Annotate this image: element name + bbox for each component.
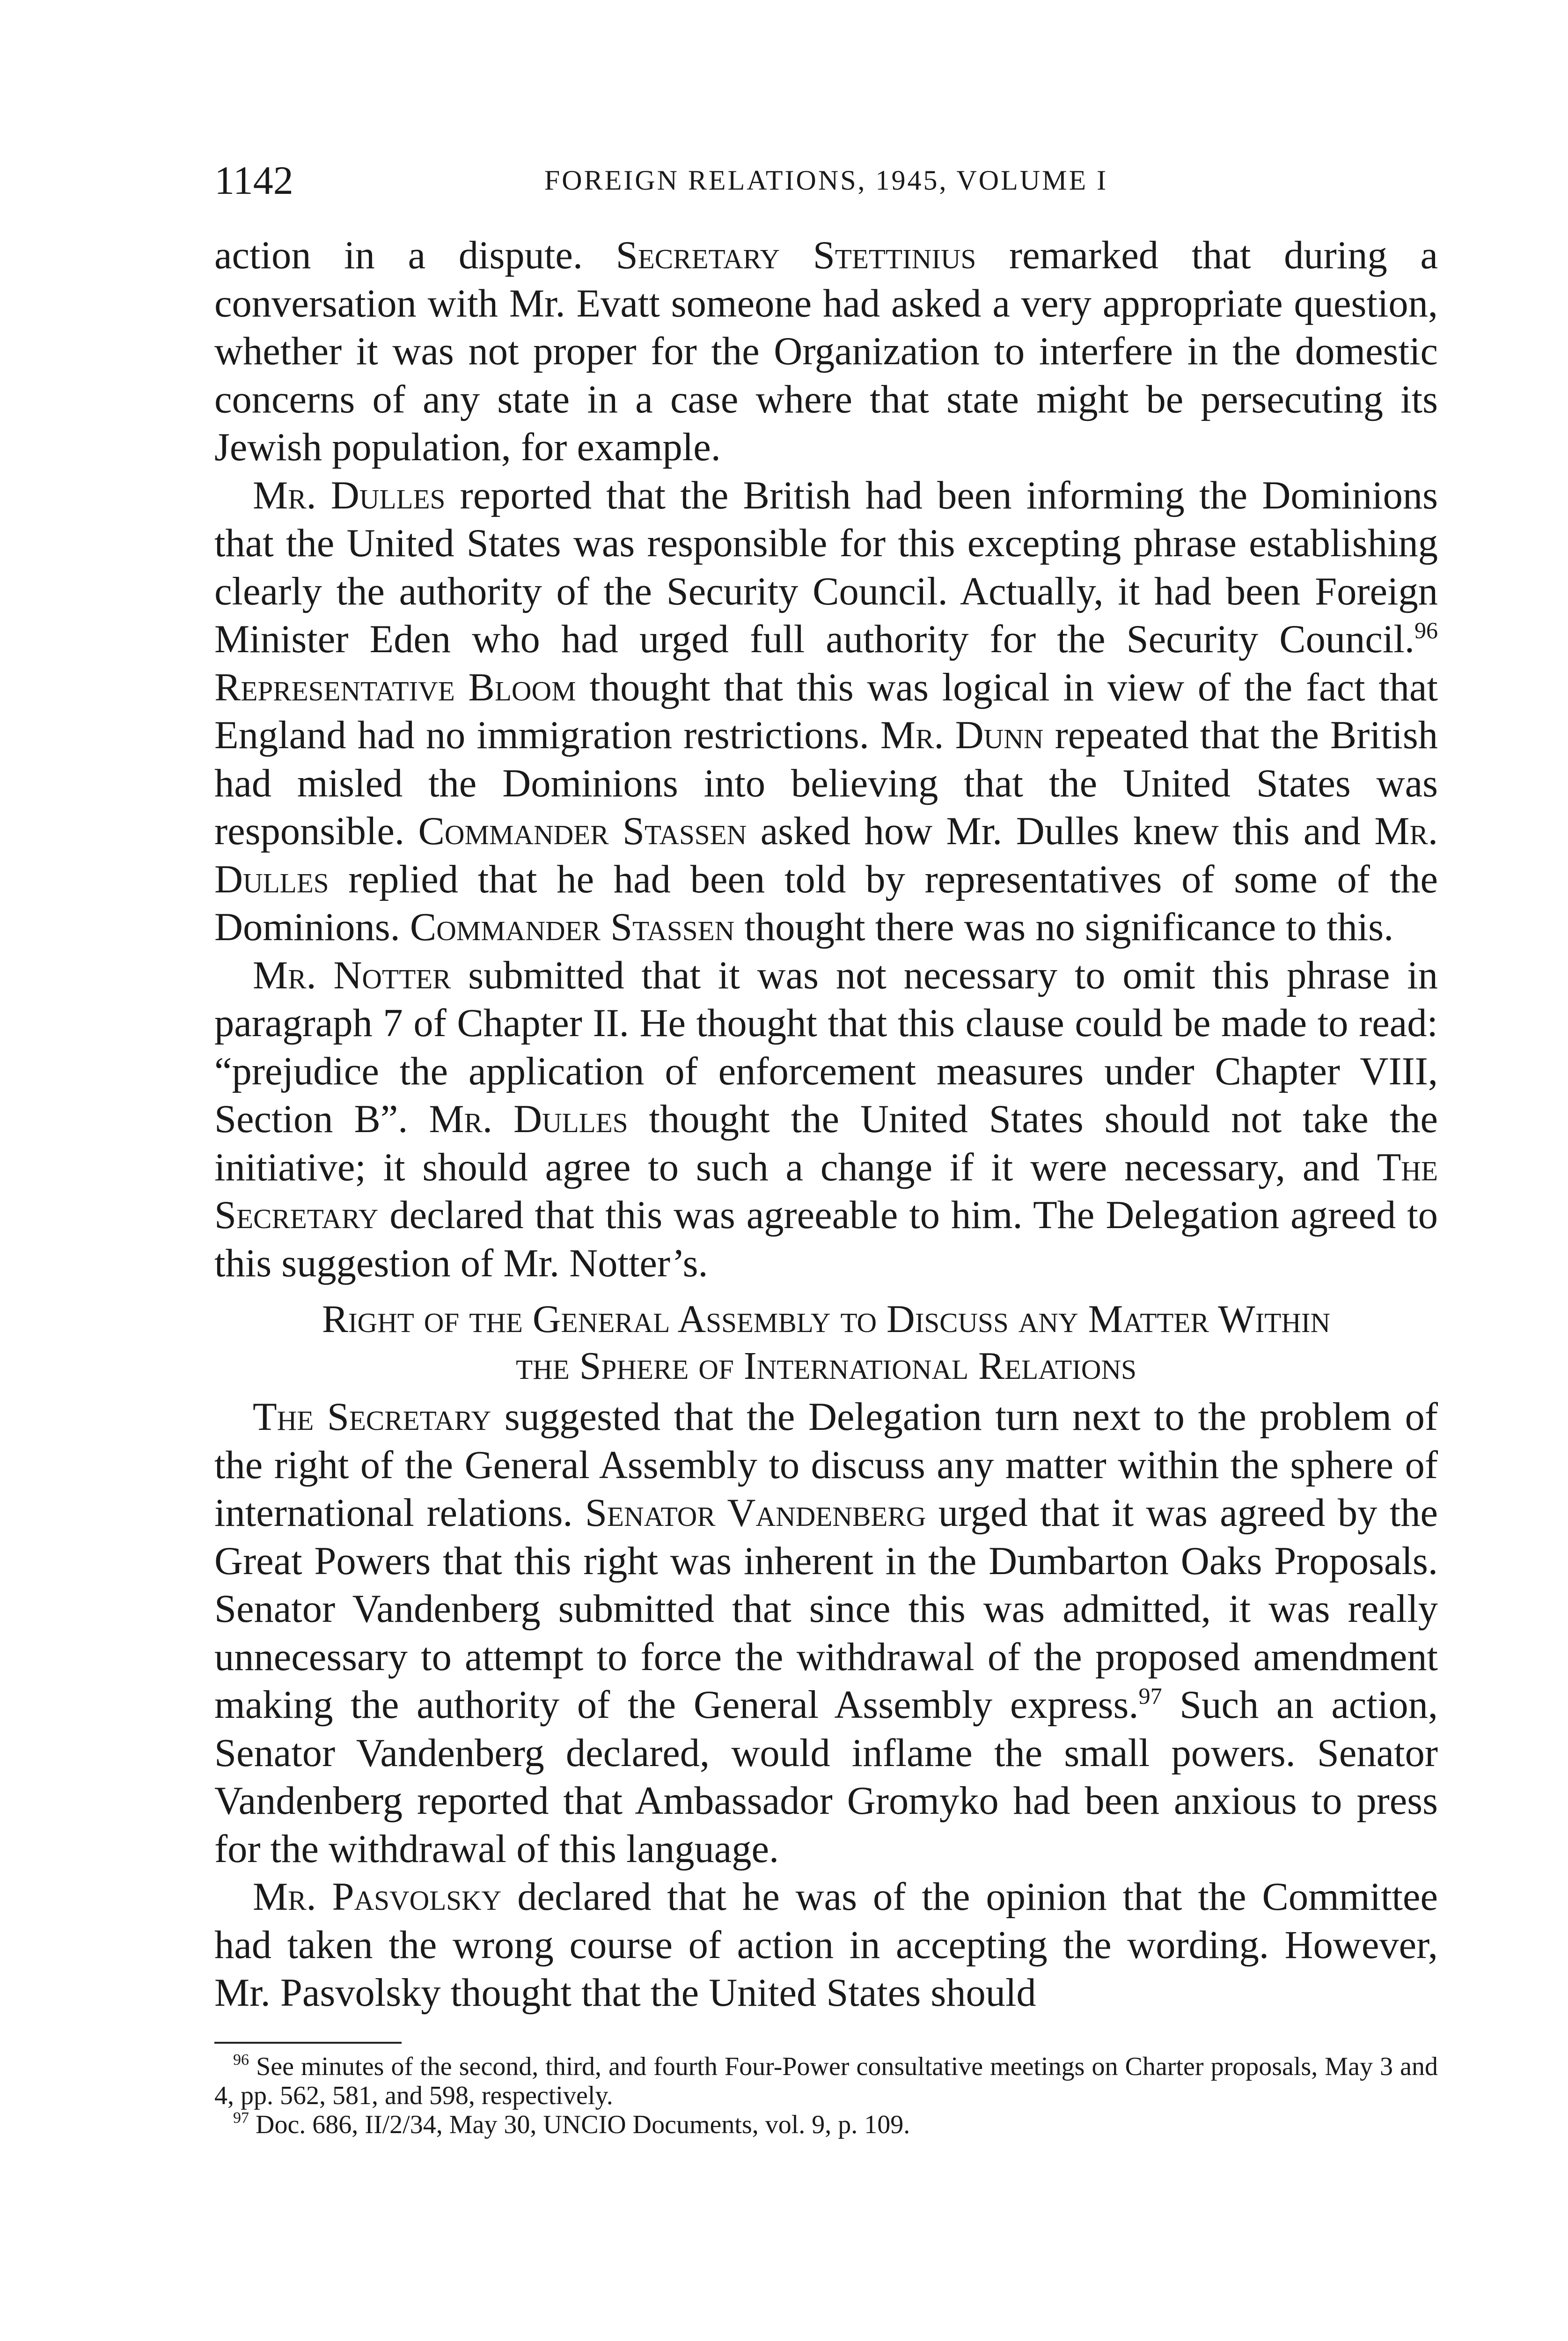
- page-body: [214, 232, 1438, 2139]
- paragraph-3: [214, 952, 1438, 1288]
- paragraph-5: [214, 1873, 1438, 2017]
- page-header: [214, 155, 1438, 206]
- speaker-name: The Secretary: [253, 1395, 491, 1439]
- speaker-name: Commander Stassen: [418, 810, 747, 853]
- footnote-text: See minutes of the second, third, and fourth Four-Power consultative meetings on Charter proposals, May 3 and 4, pp. 562, 581, and 598, respectively.: [214, 2052, 1438, 2110]
- section-heading-line-2: the Sphere of International Relations: [516, 1344, 1136, 1388]
- speaker-name: Commander Stassen: [410, 905, 735, 949]
- footnote-ref-97[interactable]: 97: [1138, 1683, 1162, 1709]
- text-run: asked how Mr. Dulles knew this and: [747, 810, 1375, 853]
- speaker-name: Mr. Notter: [253, 953, 451, 997]
- footnote-ref-96[interactable]: 96: [1414, 617, 1438, 643]
- section-heading: [214, 1296, 1438, 1390]
- section-heading-line-1: Right of the General Assembly to Discuss any Matter Within: [322, 1297, 1331, 1341]
- footnote-divider: [214, 2042, 402, 2044]
- speaker-name: Mr. Pasvolsky: [253, 1875, 502, 1919]
- speaker-name: Secretary Stettinius: [615, 234, 976, 277]
- footnote-text: Doc. 686, II/2/34, May 30, UNCIO Documents, vol. 9, p. 109.: [249, 2110, 910, 2139]
- speaker-name: Mr. Dulles: [214, 810, 1438, 901]
- text-run: Such an action, Senator Vandenberg declared, would inflame the small powers. Senator Vandenberg reported that Ambassador Gromyko had been anxious to press for the withdrawal of this language.: [214, 1683, 1438, 1871]
- text-run: replied that he had been told by representatives of some of the Dominions.: [214, 857, 1438, 949]
- text-run: submitted that it was not necessary to omit this phrase in paragraph 7 of Chapter II. He thought that this clause could be made to read: “prejudice the application of enforcement measures under Chapter VIII, Section B”.: [214, 953, 1438, 1141]
- text-run: action in a dispute.: [214, 234, 616, 277]
- page-number: 1142: [214, 158, 293, 203]
- text-run: urged that it was agreed by the Great Powers that this right was inherent in the Dumbarton Oaks Proposals. Senator Vandenberg submitted that since this was admitted, it was really unnecessary to attempt to force the withdrawal of the proposed amendment making the authority of the General Assembly express.: [214, 1491, 1438, 1727]
- footnote-97: [214, 2110, 1438, 2139]
- text-run: thought the United States should not take the initiative; it should agree to such a change if it were necessary, and: [214, 1097, 1438, 1189]
- text-run: suggested that the Delegation turn next to the problem of the right of the General Assembly to discuss any matter within the sphere of international relations.: [214, 1395, 1438, 1535]
- text-run: declared that he was of the opinion that the Committee had taken the wrong course of action in accepting the wording. However, Mr. Pasvolsky thought that the United States should: [214, 1875, 1438, 2015]
- text-run: thought that this was logical in view of the fact that England had no immigration restrictions.: [214, 665, 1438, 757]
- speaker-name: The Secretary: [214, 1145, 1438, 1237]
- text-run: declared that this was agreeable to him. The Delegation agreed to this suggestion of Mr. Notter’s.: [214, 1193, 1438, 1285]
- text-run: remarked that during a conversation with Mr. Evatt someone had asked a very appropriate question, whether it was not proper for the Organization to interfere in the domestic concerns of any state in a case where that state might be persecuting its Jewish population, for example.: [214, 234, 1438, 469]
- footnote-96: [214, 2052, 1438, 2110]
- paragraph-4: [214, 1393, 1438, 1873]
- text-run: reported that the British had been informing the Dominions that the United States was responsible for this excepting phrase establishing clearly the authority of the Security Council. Actually, it had been Foreign Minister Eden who had urged full authority for the Security Council.: [214, 473, 1438, 661]
- speaker-name: Mr. Dulles: [429, 1097, 628, 1141]
- speaker-name: Mr. Dulles: [253, 473, 446, 517]
- speaker-name: Mr. Dunn: [880, 714, 1044, 757]
- footnote-mark: 96: [233, 2051, 249, 2069]
- speaker-name: Representative Bloom: [214, 665, 576, 709]
- footnote-mark: 97: [233, 2109, 249, 2127]
- text-run: repeated that the British had misled the Dominions into believing that the United States was responsible.: [214, 714, 1438, 853]
- running-title: FOREIGN RELATIONS, 1945, VOLUME I: [544, 165, 1108, 196]
- paragraph-2: [214, 472, 1438, 952]
- speaker-name: Senator Vandenberg: [585, 1491, 926, 1535]
- text-run: thought there was no significance to this.: [734, 905, 1394, 949]
- paragraph-1: [214, 232, 1438, 472]
